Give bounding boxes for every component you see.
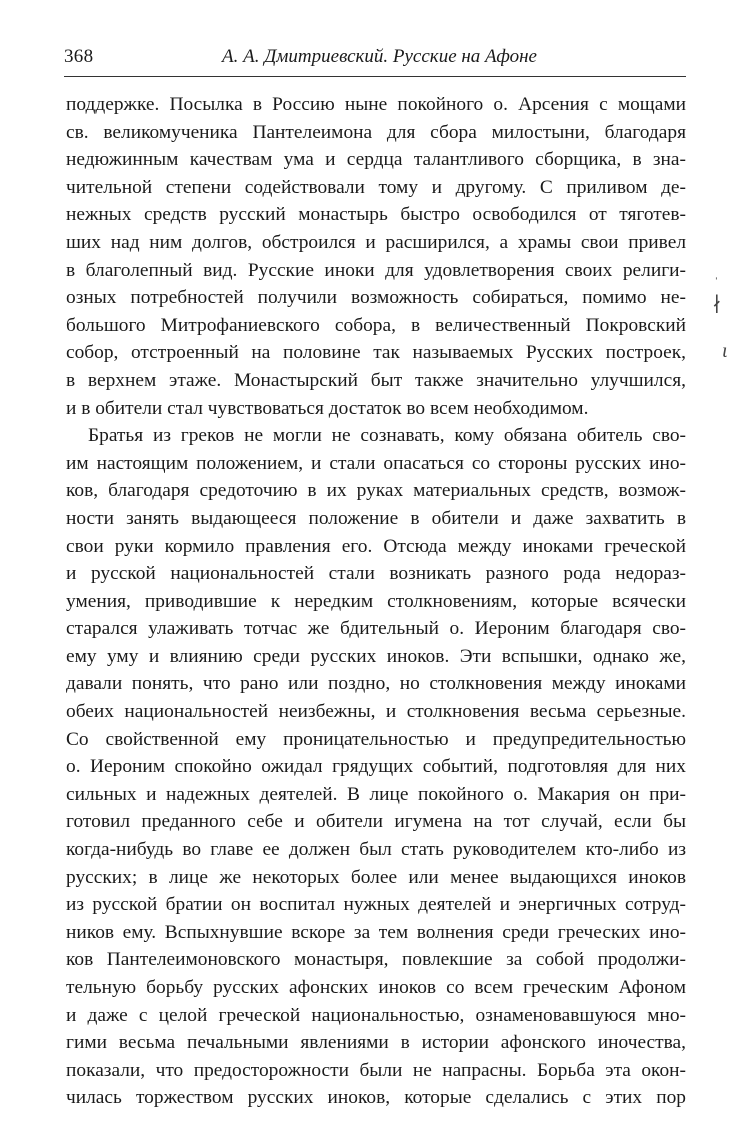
text-line: давали понять, что рано или поздно, но столкновения между иноками — [66, 673, 686, 695]
margin-pencil-mark: ɩ — [722, 340, 728, 362]
paragraph — [66, 91, 686, 422]
text-line: сильных и надежных деятелей. В лице покойного о. Макария он при- — [66, 783, 686, 805]
text-line: Братья из греков не могли не сознавать, кому обязана обитель сво- — [88, 425, 686, 447]
text-line: когда-нибудь во главе ее должен был стать руководителем кто-либо из — [66, 839, 686, 861]
text-line: ности занять выдающееся положение в обители и даже захватить в — [66, 507, 686, 529]
text-line: о. Иероним спокойно ожидал грядущих событий, подготовляя для них — [66, 756, 686, 778]
text-line: и в обители стал чувствоваться достаток во всем необходимом. — [66, 397, 589, 419]
text-line: собор, отстроенный на половине так называемых Русских построек, — [66, 342, 686, 364]
text-line: чительной степени содействовали тому и другому. С приливом де- — [66, 176, 686, 198]
text-line: ших над ним долгов, обстроился и расширился, а храмы свои привел — [66, 231, 686, 253]
paragraph — [66, 422, 686, 1112]
text-line: и даже с целой греческой национальностью, ознаменовавшуюся мно- — [66, 1004, 686, 1026]
page-header — [64, 42, 686, 77]
text-line: озных потребностей получили возможность собираться, помимо не- — [66, 287, 686, 309]
text-line: ему уму и влиянию среди русских иноков. Эти вспышки, однако же, — [66, 645, 686, 667]
text-line: недюжинным качествам ума и сердца талантливого сборщика, в зна- — [66, 149, 686, 171]
text-line: старался улаживать тотчас же бдительный о. Иероним благодаря сво- — [66, 618, 686, 640]
text-line: гими весьма печальными явлениями в истории афонского иночества, — [66, 1032, 686, 1054]
text-line: чилась торжеством русских иноков, которые сделались с этих пор — [66, 1087, 686, 1109]
text-line: в благолепный вид. Русские иноки для удовлетворения своих религи- — [66, 259, 686, 281]
text-line: показали, что предосторожности были не напрасны. Борьба эта окон- — [66, 1059, 686, 1081]
text-line: в верхнем этаже. Монастырский быт также значительно улучшился, — [66, 369, 686, 391]
text-line: ков Пантелеимоновского монастыря, повлекшие за собой продолжи- — [66, 949, 686, 971]
text-line: свои руки кормило правления его. Отсюда между иноками греческой — [66, 535, 686, 557]
text-line: и русской национальностей стали возникать разного рода недораз- — [66, 563, 686, 585]
body-text — [66, 91, 686, 1112]
text-line: большого Митрофаниевского собора, в величественный Покровский — [66, 314, 686, 336]
text-line: св. великомученика Пантелеимона для сбора милостыни, благодаря — [66, 121, 686, 143]
text-line: им настоящим положением, и стали опасаться со стороны русских ино- — [66, 452, 686, 474]
page-number: 368 — [64, 46, 94, 67]
text-line: готовил преданного себе и обители игумена на тот случай, если бы — [66, 811, 686, 833]
margin-pencil-mark: ˈ — [714, 276, 719, 291]
text-line: поддержке. Посылка в Россию ныне покойного о. Арсения с мощами — [66, 94, 686, 115]
text-line: ков, благодаря средоточию в их руках материальных средств, возмож- — [66, 480, 686, 502]
margin-pencil-mark: ∤ — [712, 294, 722, 316]
text-line: умения, приводившие к нередким столкновениям, которые всячески — [66, 590, 686, 612]
text-line: русских; в лице же некоторых более или менее выдающихся иноков — [66, 866, 686, 888]
text-line: нежных средств русский монастырь быстро освободился от тяготев- — [66, 204, 686, 226]
text-line: Со свойственной ему проницательностью и предупредительностью — [66, 728, 686, 750]
text-line: тельную борьбу русских афонских иноков со всем греческим Афоном — [66, 977, 686, 998]
text-line: ников ему. Вспыхнувшие вскоре за тем волнения среди греческих ино- — [66, 921, 686, 943]
text-line: из русской братии он воспитал нужных деятелей и энергичных сотруд- — [66, 894, 686, 916]
running-head: А. А. Дмитриевский. Русские на Афоне — [222, 46, 537, 67]
text-line: обеих национальностей неизбежны, и столкновения весьма серьезные. — [66, 701, 686, 723]
